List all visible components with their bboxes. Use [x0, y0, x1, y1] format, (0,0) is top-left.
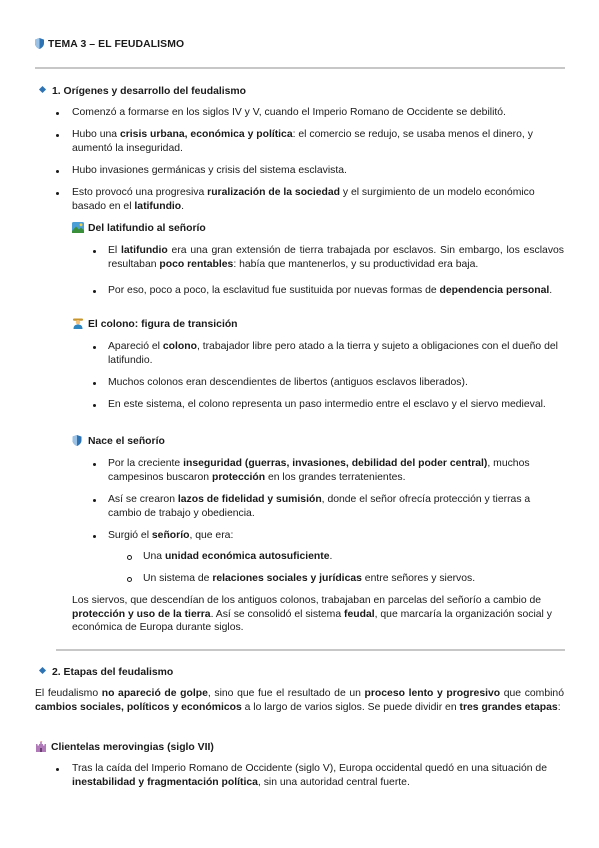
list-item: Por eso, poco a poco, la esclavitud fue sustituida por nuevas formas de dependencia personal.: [108, 285, 553, 296]
shield-icon: [35, 38, 44, 54]
sub-bullet-circle: [127, 577, 132, 582]
list-item: Hubo invasiones germánicas y crisis del sistema esclavista.: [72, 165, 347, 176]
farmer-icon: [72, 318, 84, 329]
bold-text: crisis urbana, económica y política: [119, 129, 293, 140]
bullet-dot: [56, 112, 59, 115]
bullet-dot: [56, 768, 59, 771]
list-item: En este sistema, el colono representa un paso intermedio entre el esclavo y el siervo medieval.: [108, 399, 546, 410]
shield-icon: [72, 435, 84, 446]
list-item: Surgió el señorío, que era:: [108, 530, 234, 541]
list-item: Apareció el colono, trabajador libre pero atado a la tierra y sujeto a obligaciones con el dueño del latifundio.: [108, 341, 558, 366]
bullet-dot: [93, 250, 96, 253]
list-item: Tras la caída del Imperio Romano de Occidente (siglo V), Europa occidental quedó en una situación de inestabilidad y fragmentación política, sin una autoridad central fuerte.: [72, 763, 547, 788]
bold-text: inestabilidad y fragmentación política: [72, 776, 258, 788]
sub-list-item: Una unidad económica autosuficiente.: [143, 551, 333, 562]
header-title: TEMA 3 – EL FEUDALISMO: [48, 39, 185, 50]
section-2-heading: 2. Etapas del feudalismo: [40, 666, 173, 680]
bold-text: protección y uso de la tierra: [72, 608, 211, 620]
bold-text: inseguridad (guerras, invasiones, debilidad del poder central): [183, 458, 488, 469]
bullet-dot: [56, 170, 59, 173]
bold-text: protección: [211, 471, 266, 483]
bold-text: lazos de fidelidad y sumisión: [177, 494, 322, 505]
bullet-dot: [56, 192, 59, 195]
bold-text: proceso lento y progresivo: [364, 688, 501, 699]
bold-text: no apareció de golpe: [101, 688, 208, 699]
list-item: Por la creciente inseguridad (guerras, invasiones, debilidad del poder central), muchos campesinos buscaron protección en los grandes terratenientes.: [108, 458, 530, 483]
list-item: Muchos colonos eran descendientes de libertos (antiguos esclavos liberados).: [108, 377, 468, 388]
diamond-bullet-icon: [39, 86, 46, 93]
subsection-heading: Clientelas merovingias (siglo VII): [35, 741, 214, 755]
bold-text: feudal: [344, 608, 375, 620]
intro-paragraph: El feudalismo no apareció de golpe, sino que fue el resultado de un proceso lento y progresivo que combinó cambios sociales, políticos y económicos a lo largo de varios siglos. Se puede dividir en tres grandes etapas:: [35, 688, 564, 713]
section-1-heading: 1. Orígenes y desarrollo del feudalismo: [40, 85, 246, 99]
bullet-dot: [93, 346, 96, 349]
bold-text: poco rentables: [159, 258, 234, 270]
subsection-heading: Del latifundio al señorío: [72, 222, 206, 236]
sub-list-item: Un sistema de relaciones sociales y jurídicas entre señores y siervos.: [143, 573, 476, 584]
bullet-dot: [93, 463, 96, 466]
bold-text: señorío: [151, 530, 190, 541]
divider: [35, 67, 565, 69]
closing-paragraph: Los siervos, que descendían de los antiguos colonos, trabajaban en parcelas del señorío a cambio de protección y uso de la tierra. Así se consolidó el sistema feudal, que marcaría la organización social y económica de Europa durante siglos.: [72, 595, 552, 634]
divider: [56, 649, 565, 651]
list-item: Comenzó a formarse en los siglos IV y V, cuando el Imperio Romano de Occidente se debilitó.: [72, 107, 506, 118]
bold-text: cambios sociales, políticos y económicos: [35, 701, 242, 713]
list-item: Esto provocó una progresiva ruralización de la sociedad y el surgimiento de un modelo económico basado en el latifundio.: [72, 187, 535, 212]
bold-text: latifundio: [134, 200, 182, 212]
diamond-bullet-icon: [39, 667, 46, 674]
subsection-heading: El colono: figura de transición: [72, 318, 238, 332]
bold-text: tres grandes etapas: [459, 701, 558, 713]
bullet-dot: [93, 499, 96, 502]
bold-text: relaciones sociales y jurídicas: [212, 573, 362, 584]
document-header: [35, 38, 184, 54]
bold-text: colono: [162, 341, 197, 352]
bold-text: ruralización de la sociedad: [207, 187, 340, 198]
bold-text: unidad económica autosuficiente: [164, 551, 330, 562]
list-item: Así se crearon lazos de fidelidad y sumisión, donde el señor ofrecía protección y tierras a cambio de trabajo y obediencia.: [108, 494, 531, 519]
list-item: El latifundio era una gran extensión de tierra trabajada por esclavos. Sin embargo, los esclavos resultaban poco rentables: había que mantenerlos, y su productividad era baja.: [108, 245, 564, 270]
bold-text: latifundio: [121, 245, 168, 256]
bullet-dot: [56, 134, 59, 137]
list-item: Hubo una crisis urbana, económica y política: el comercio se redujo, se usaba menos el dinero, y aumentó la inseguridad.: [72, 129, 533, 154]
landscape-icon: [72, 222, 84, 233]
bullet-dot: [93, 535, 96, 538]
bullet-dot: [93, 382, 96, 385]
bullet-dot: [93, 290, 96, 293]
castle-icon: [35, 741, 47, 752]
bold-text: dependencia personal: [439, 285, 550, 296]
subsection-heading: Nace el señorío: [72, 435, 165, 449]
sub-bullet-circle: [127, 555, 132, 560]
bullet-dot: [93, 404, 96, 407]
